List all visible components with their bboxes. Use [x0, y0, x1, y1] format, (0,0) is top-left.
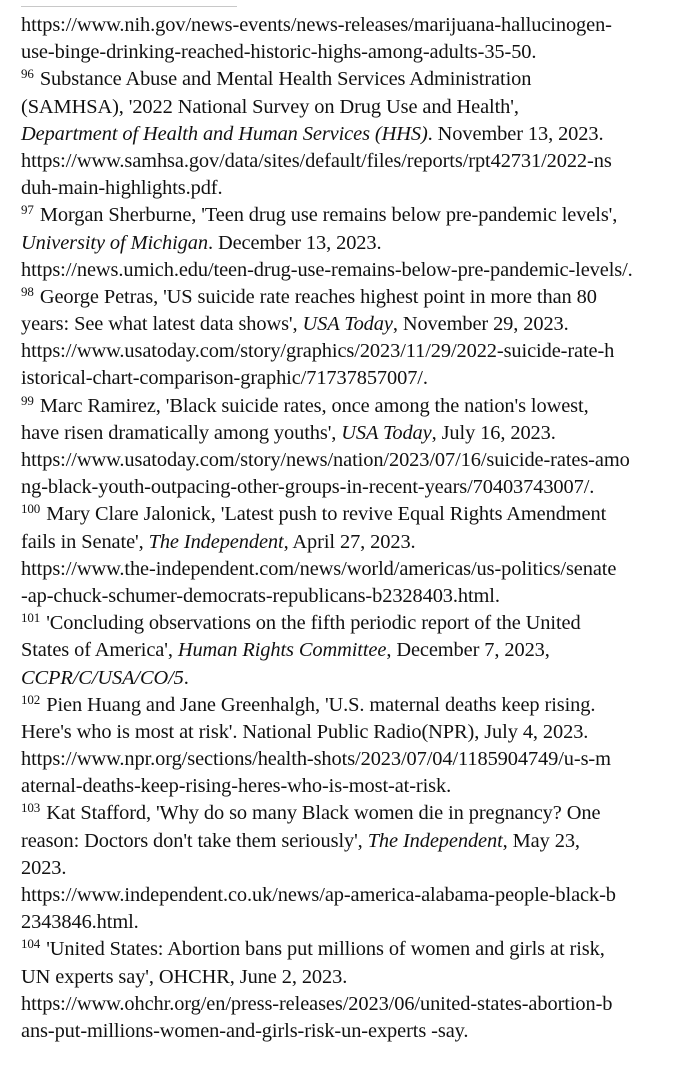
- footnote-text: 'Concluding observations on the fifth periodic report of the United: [46, 612, 581, 635]
- footnote-number: 100: [21, 501, 41, 517]
- footnotes-page: [21, 12, 681, 1045]
- footnote-source: USA Today: [341, 421, 432, 444]
- footnote-101-line-3: [21, 665, 681, 692]
- footnote-number: 103: [21, 800, 41, 816]
- footnote-text: have risen dramatically among youths',: [21, 421, 342, 444]
- footnote-99-url-line-1: https://www.usatoday.com/story/news/nation/2023/07/16/suicide-rates-amo: [21, 449, 630, 471]
- footnote-103-url-line-1: https://www.independent.co.uk/news/ap-america-alabama-people-black-b: [21, 884, 616, 906]
- footnote-date: , November 29, 2023.: [392, 313, 569, 336]
- footnote-102-url-line-1: https://www.npr.org/sections/health-shots/2023/07/04/1185904749/u-s-m: [21, 748, 611, 771]
- footnote-99-line-2: [21, 420, 681, 447]
- footnote-102-line-1: [21, 692, 681, 719]
- footnote-number: 99: [21, 392, 34, 408]
- footnote-text: States of America',: [21, 639, 178, 662]
- footnote-separator: [21, 6, 237, 7]
- footnote-97-line-2: [21, 230, 681, 257]
- footnote-date: . December 13, 2023.: [207, 231, 382, 254]
- footnote-date: , April 27, 2023.: [283, 530, 416, 553]
- footnote-text: Substance Abuse and Mental Health Services Administration: [39, 68, 532, 91]
- footnote-end: .: [183, 666, 189, 689]
- footnote-101-line-2: [21, 637, 681, 664]
- footnote-source: USA Today: [302, 313, 393, 336]
- footnote-104-line-2: UN experts say', OHCHR, June 2, 2023.: [21, 965, 348, 988]
- footnote-date: , December 7, 2023,: [386, 639, 550, 662]
- footnote-103-line-1: [21, 800, 681, 827]
- footnote-text: Morgan Sherburne, 'Teen drug use remains below pre-pandemic levels',: [39, 204, 618, 227]
- footnote-source: The Independent: [148, 530, 284, 553]
- footnote-104-line-1: [21, 936, 681, 963]
- footnote-source: University of Michigan: [21, 231, 208, 254]
- footnote-99-line-1: [21, 393, 681, 420]
- footnote-98-line-2: [21, 311, 681, 338]
- footnote-text: Kat Stafford, 'Why do so many Black women die in pregnancy? One: [46, 802, 601, 825]
- footnote-number: 97: [21, 202, 34, 218]
- footnote-98-url-line-2: istorical-chart-comparison-graphic/71737857007/.: [21, 367, 428, 390]
- footnote-100-url-line-2: -ap-chuck-schumer-democrats-republicans-b2328403.html.: [21, 584, 500, 607]
- footnote-96-url-line-2: duh-main-highlights.pdf.: [21, 177, 223, 200]
- footnote-100-url-line-1: https://www.the-independent.com/news/world/americas/us-politics/senate: [21, 557, 617, 580]
- footnote-101-line-1: [21, 610, 681, 637]
- footnote-number: 98: [21, 283, 34, 299]
- footnote-source: Department of Health and Human Services (HHS): [21, 122, 428, 145]
- footnote-99-url-line-2: ng-black-youth-outpacing-other-groups-in-recent-years/70403743007/.: [21, 476, 595, 499]
- footnote-97-url-line-1: https://news.umich.edu/teen-drug-use-remains-below-pre-pandemic-levels/.: [21, 258, 633, 281]
- footnote-103-line-2: [21, 828, 681, 855]
- footnote-96-line-3: [21, 121, 681, 148]
- footnote-doc-code: CCPR/C/USA/CO/5: [21, 666, 184, 689]
- footnote-date: , July 16, 2023.: [431, 421, 556, 444]
- footnote-95-url-line-1: https://www.nih.gov/news-events/news-releases/marijuana-hallucinogen-: [21, 14, 612, 36]
- footnote-number: 96: [21, 66, 34, 82]
- footnote-98-line-1: [21, 284, 681, 311]
- footnote-103-line-3: 2023.: [21, 856, 67, 879]
- footnote-text: years: See what latest data shows',: [21, 313, 303, 336]
- footnote-date: , May 23,: [502, 829, 580, 852]
- footnote-95-url-line-2: use-binge-drinking-reached-historic-highs-among-adults-35-50.: [21, 41, 537, 64]
- footnote-102-line-2: Here's who is most at risk'. National Public Radio(NPR), July 4, 2023.: [21, 720, 589, 743]
- footnote-102-url-line-2: aternal-deaths-keep-rising-heres-who-is-most-at-risk.: [21, 775, 452, 798]
- footnote-text: Marc Ramirez, 'Black suicide rates, once among the nation's lowest,: [39, 394, 589, 417]
- footnote-source: Human Rights Committee: [177, 639, 387, 662]
- footnote-96-line-2: (SAMHSA), '2022 National Survey on Drug Use and Health',: [21, 95, 519, 118]
- footnote-100-line-2: [21, 529, 681, 556]
- footnote-text: 'United States: Abortion bans put millions of women and girls at risk,: [46, 938, 605, 961]
- footnote-103-url-line-2: 2343846.html.: [21, 911, 139, 934]
- footnote-number: 101: [21, 610, 41, 626]
- footnote-98-url-line-1: https://www.usatoday.com/story/graphics/2023/11/29/2022-suicide-rate-h: [21, 340, 615, 363]
- footnote-104-url-line-2: ans-put-millions-women-and-girls-risk-un-experts -say.: [21, 1019, 469, 1042]
- footnote-text: fails in Senate',: [21, 530, 149, 553]
- footnote-96-url-line-1: https://www.samhsa.gov/data/sites/default/files/reports/rpt42731/2022-ns: [21, 149, 612, 172]
- footnote-text: George Petras, 'US suicide rate reaches highest point in more than 80: [39, 285, 597, 308]
- footnote-date: . November 13, 2023.: [427, 122, 604, 145]
- footnote-100-line-1: [21, 501, 681, 528]
- footnote-104-url-line-1: https://www.ohchr.org/en/press-releases/2023/06/united-states-abortion-b: [21, 992, 613, 1015]
- footnote-number: 102: [21, 691, 41, 707]
- footnote-text: Mary Clare Jalonick, 'Latest push to revive Equal Rights Amendment: [46, 503, 607, 526]
- footnote-97-line-1: [21, 202, 681, 229]
- footnote-number: 104: [21, 936, 41, 952]
- footnote-text: reason: Doctors don't take them seriously',: [21, 829, 368, 852]
- footnote-96-line-1: [21, 66, 681, 93]
- footnote-text: Pien Huang and Jane Greenhalgh, 'U.S. maternal deaths keep rising.: [46, 693, 596, 716]
- footnote-source: The Independent: [367, 829, 503, 852]
